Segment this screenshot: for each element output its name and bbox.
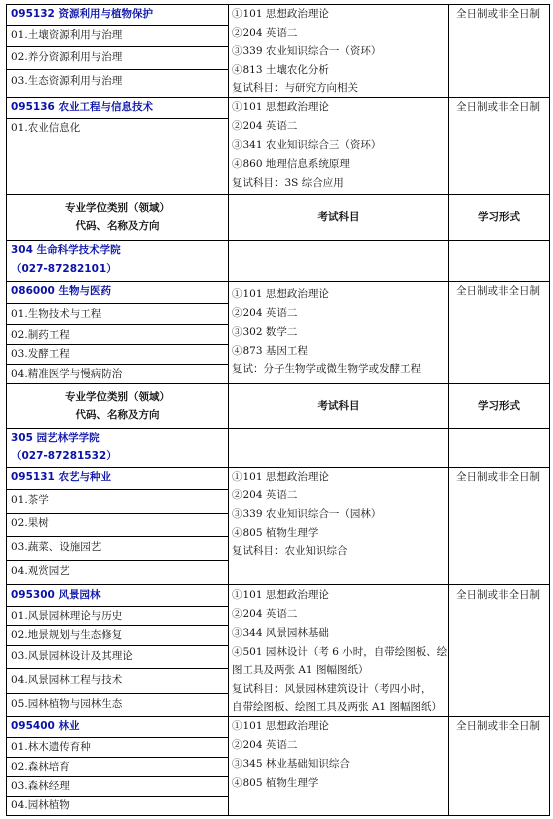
rule [6, 118, 229, 119]
rule [6, 757, 229, 758]
exam-item: ③302 数学二 [232, 326, 298, 338]
exam-item: ②204 英语二 [232, 27, 298, 39]
exam-item: ①101 思想政治理论 [232, 720, 329, 732]
rule [6, 625, 229, 626]
rule [6, 645, 229, 646]
exam-item: ③339 农业知识综合一（园林） [232, 508, 382, 520]
direction-item: 03.风景园林设计及其理论 [11, 650, 133, 662]
exam-item: ③344 风景园林基础 [232, 627, 329, 639]
college-304[interactable]: 304 生命科学技术学院 [11, 244, 121, 256]
rule [6, 776, 229, 777]
study-mode: 全日制或非全日制 [456, 8, 540, 20]
exam-item: ①101 思想政治理论 [232, 471, 329, 483]
exam-item: ①101 思想政治理论 [232, 101, 329, 113]
rule [6, 383, 550, 384]
rule [6, 428, 550, 429]
exam-item: ③345 林业基础知识综合 [232, 758, 350, 770]
study-mode: 全日制或非全日制 [456, 471, 540, 483]
header-category-sub: 代码、名称及方向 [75, 409, 160, 421]
direction-item: 02.森林培育 [11, 761, 70, 773]
direction-item: 02.制药工程 [11, 329, 70, 341]
exam-item: ④805 植物生理学 [232, 777, 319, 789]
direction-item: 04.精准医学与慢病防治 [11, 368, 123, 380]
rule [6, 560, 229, 561]
study-mode: 全日制或非全日制 [456, 589, 540, 601]
major-title-086000[interactable]: 086000 生物与医药 [11, 285, 111, 297]
direction-item: 04.观赏园艺 [11, 565, 70, 577]
rule [6, 303, 229, 304]
direction-item: 02.地景规划与生态修复 [11, 629, 123, 641]
rule-top [6, 4, 550, 5]
exam-item: ①101 思想政治理论 [232, 288, 329, 300]
rule [6, 194, 550, 195]
major-title-095400[interactable]: 095400 林业 [11, 720, 80, 732]
exam-item: ②204 英语二 [232, 608, 298, 620]
major-title-095300[interactable]: 095300 风景园林 [11, 589, 101, 601]
direction-item: 05.园林植物与园林生态 [11, 698, 123, 710]
exam-item: ②204 英语二 [232, 489, 298, 501]
header-exams: 考试科目 [317, 211, 360, 223]
college-305-phone: （027-87281532） [11, 450, 117, 462]
exam-item: 复试科目：与研究方向相关 [232, 82, 358, 94]
rule [6, 668, 229, 669]
major-title-095136[interactable]: 095136 农业工程与信息技术 [11, 101, 153, 113]
rule [6, 536, 229, 537]
college-304-phone: （027-87282101） [11, 263, 117, 275]
exam-item: 复试科目：3S 综合应用 [232, 177, 344, 189]
direction-item: 04.园林植物 [11, 799, 70, 811]
exam-item: ④805 植物生理学 [232, 527, 319, 539]
exam-item: ①101 思想政治理论 [232, 8, 329, 20]
rule [6, 25, 229, 26]
header-mode: 学习形式 [478, 400, 520, 412]
rule [6, 489, 229, 490]
major-title-095131[interactable]: 095131 农艺与种业 [11, 471, 111, 483]
study-mode: 全日制或非全日制 [456, 285, 540, 297]
exam-item: 自带绘图板、绘图工具及两张 A1 图幅图纸） [232, 701, 442, 713]
study-mode: 全日制或非全日制 [456, 101, 540, 113]
major-title-095132[interactable]: 095132 资源利用与植物保护 [11, 8, 153, 20]
rule [6, 693, 229, 694]
direction-item: 01.林木遗传育种 [11, 741, 91, 753]
rule [6, 324, 229, 325]
header-mode: 学习形式 [478, 211, 520, 223]
exam-item: 复试科目：风景园林建筑设计（考四小时， [232, 683, 432, 695]
rule [6, 737, 229, 738]
direction-item: 03.森林经理 [11, 780, 70, 792]
exam-item: ②204 英语二 [232, 307, 298, 319]
direction-item: 02.养分资源利用与治理 [11, 51, 123, 63]
exam-item: ③341 农业知识综合三（资环） [232, 139, 382, 151]
rule [6, 796, 229, 797]
direction-item: 01.茶学 [11, 494, 49, 506]
direction-item: 01.风景园林理论与历史 [11, 610, 123, 622]
rule [6, 344, 229, 345]
rule [6, 46, 229, 47]
rule [6, 240, 550, 241]
rule [6, 281, 550, 282]
exam-item: ③339 农业知识综合一（资环） [232, 45, 382, 57]
rule [6, 97, 550, 98]
rule [6, 584, 550, 585]
rule [6, 69, 229, 70]
exam-item: 复试科目：农业知识综合 [232, 545, 348, 557]
direction-item: 02.果树 [11, 517, 49, 529]
direction-item: 01.生物技术与工程 [11, 308, 102, 320]
exam-item: ①101 思想政治理论 [232, 589, 329, 601]
exam-item: ④860 地理信息系统原理 [232, 158, 350, 170]
rule [6, 513, 229, 514]
direction-item: 01.农业信息化 [11, 122, 81, 134]
exam-item: ④873 基因工程 [232, 345, 308, 357]
exam-item: ②204 英语二 [232, 739, 298, 751]
direction-item: 01.土壤资源利用与治理 [11, 29, 123, 41]
direction-item: 03.生态资源利用与治理 [11, 75, 123, 87]
exam-item: 图工具及两张 A1 图幅图纸） [232, 664, 369, 676]
direction-item: 04.风景园林工程与技术 [11, 674, 123, 686]
college-305[interactable]: 305 园艺林学学院 [11, 432, 100, 444]
exam-item: ②204 英语二 [232, 120, 298, 132]
rule-bottom [6, 815, 550, 816]
header-category: 专业学位类别（领域） [65, 202, 170, 214]
rule [6, 606, 229, 607]
rule [6, 467, 550, 468]
exam-item: 复试：分子生物学或微生物学或发酵工程 [232, 363, 421, 375]
exam-item: ④501 园林设计（考 6 小时，自带绘图板、绘 [232, 646, 448, 658]
direction-item: 03.发酵工程 [11, 348, 70, 360]
exam-item: ④813 土壤农化分析 [232, 64, 329, 76]
rule [6, 364, 229, 365]
header-category: 专业学位类别（领域） [65, 391, 170, 403]
direction-item: 03.蔬菜、设施园艺 [11, 541, 102, 553]
header-category-sub: 代码、名称及方向 [75, 220, 160, 232]
study-mode: 全日制或非全日制 [456, 720, 540, 732]
header-exams: 考试科目 [317, 400, 360, 412]
rule [6, 716, 550, 717]
